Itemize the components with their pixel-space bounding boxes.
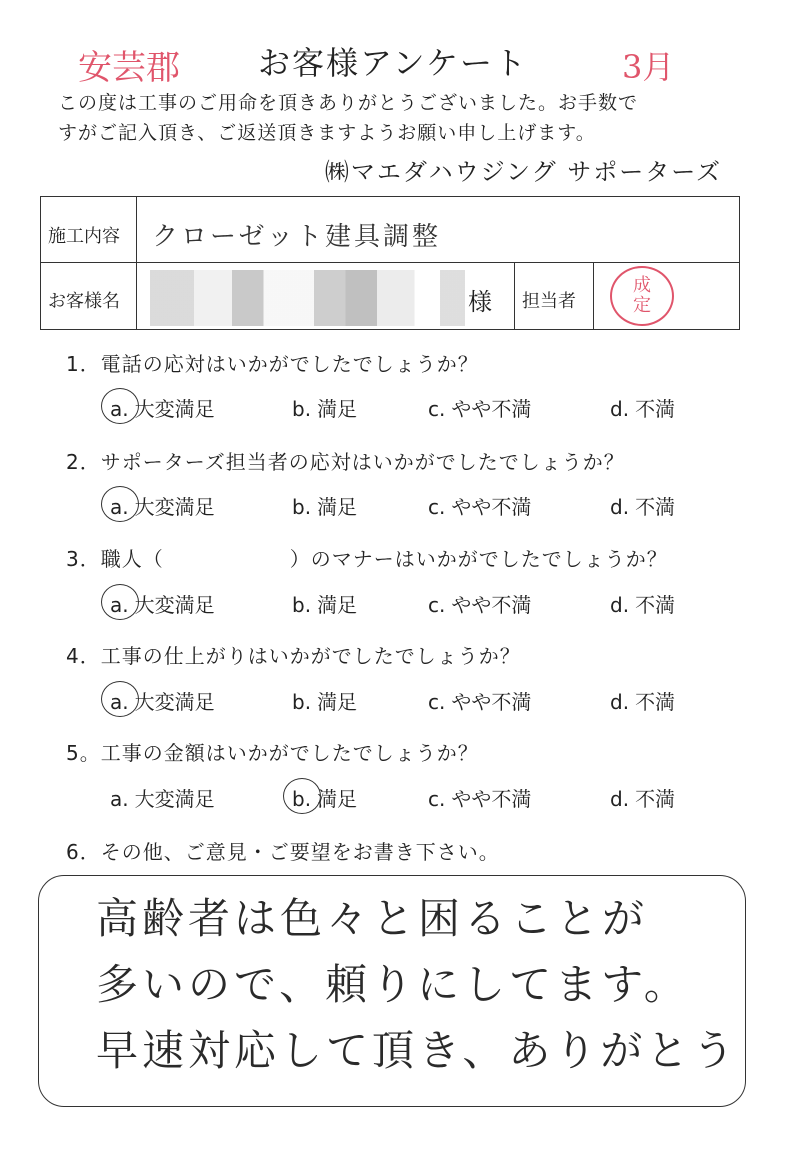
option-letter: c. bbox=[428, 690, 446, 714]
staff-seal-text: 成定 bbox=[633, 275, 651, 316]
option-label: 不満 bbox=[635, 690, 676, 714]
option-c[interactable] bbox=[428, 589, 531, 618]
option-label: 大変満足 bbox=[134, 397, 215, 421]
staff-label: 担当者 bbox=[522, 291, 576, 312]
question-5 bbox=[66, 737, 479, 766]
option-a[interactable] bbox=[110, 783, 215, 812]
option-letter: b. bbox=[292, 397, 312, 421]
option-d[interactable] bbox=[610, 783, 675, 812]
option-c[interactable] bbox=[428, 783, 531, 812]
option-label: 大変満足 bbox=[134, 593, 215, 617]
option-label: 不満 bbox=[635, 495, 676, 519]
question-4 bbox=[66, 640, 521, 669]
option-b[interactable] bbox=[292, 589, 357, 618]
option-letter: a. bbox=[110, 495, 129, 519]
option-letter: c. bbox=[428, 593, 446, 617]
question-1 bbox=[66, 348, 479, 377]
option-letter: c. bbox=[428, 787, 446, 811]
option-c[interactable] bbox=[428, 491, 531, 520]
option-b[interactable] bbox=[292, 393, 357, 422]
option-label: やや不満 bbox=[451, 593, 532, 617]
option-letter: a. bbox=[110, 397, 129, 421]
intro-line-1: この度は工事のご用命を頂きありがとうございました。お手数で bbox=[58, 92, 639, 114]
option-b[interactable] bbox=[292, 491, 357, 520]
option-label: 満足 bbox=[317, 690, 358, 714]
option-d[interactable] bbox=[610, 393, 675, 422]
staff-seal bbox=[610, 266, 674, 326]
option-label: やや不満 bbox=[451, 690, 532, 714]
option-label: 満足 bbox=[317, 397, 358, 421]
selected-answer-circle bbox=[101, 681, 139, 717]
option-letter: d. bbox=[610, 397, 630, 421]
option-label: 大変満足 bbox=[134, 495, 215, 519]
region-handwritten: 安芸郡 bbox=[78, 48, 180, 88]
table-divider bbox=[514, 262, 515, 330]
option-letter: b. bbox=[292, 495, 312, 519]
option-b[interactable] bbox=[292, 686, 357, 715]
question-3 bbox=[66, 543, 668, 572]
question-text: 工事の仕上がりはいかがでしたでしょうか？ bbox=[100, 644, 521, 668]
selected-answer-circle bbox=[101, 486, 139, 522]
question-number: 3． bbox=[66, 547, 101, 571]
option-letter: d. bbox=[610, 593, 630, 617]
work-label: 施工内容 bbox=[48, 226, 120, 247]
option-d[interactable] bbox=[610, 686, 675, 715]
option-letter: a. bbox=[110, 593, 129, 617]
option-label: やや不満 bbox=[451, 397, 532, 421]
table-divider bbox=[593, 262, 594, 330]
option-letter: b. bbox=[292, 787, 312, 811]
option-letter: d. bbox=[610, 495, 630, 519]
customer-label: お客様名 bbox=[48, 291, 120, 312]
option-label: やや不満 bbox=[451, 495, 532, 519]
selected-answer-circle bbox=[283, 778, 321, 814]
question-6 bbox=[66, 836, 500, 865]
option-letter: b. bbox=[292, 593, 312, 617]
intro-text bbox=[58, 88, 758, 148]
option-c[interactable] bbox=[428, 393, 531, 422]
option-letter: c. bbox=[428, 397, 446, 421]
question-number: 4． bbox=[66, 644, 101, 668]
honorific: 様 bbox=[468, 288, 492, 316]
option-label: 大変満足 bbox=[134, 690, 215, 714]
question-text: 電話の応対はいかがでしたでしょうか？ bbox=[100, 352, 479, 376]
option-label: 満足 bbox=[317, 593, 358, 617]
question-text: その他、ご意見・ご要望をお書き下さい。 bbox=[100, 840, 500, 864]
table-divider bbox=[136, 196, 137, 330]
option-label: 大変満足 bbox=[134, 787, 215, 811]
option-letter: b. bbox=[292, 690, 312, 714]
intro-line-2: すがご記入頂き、ご返送頂きますようお願い申し上げます。 bbox=[58, 122, 596, 144]
table-divider bbox=[40, 262, 740, 263]
company-name: ㈱マエダハウジング サポーターズ bbox=[324, 158, 722, 186]
option-letter: c. bbox=[428, 495, 446, 519]
option-label: やや不満 bbox=[451, 787, 532, 811]
option-d[interactable] bbox=[610, 589, 675, 618]
option-label: 満足 bbox=[317, 787, 358, 811]
option-label: 不満 bbox=[635, 787, 676, 811]
comment-line-3: 早速対応して頂き、ありがとう bbox=[96, 1026, 739, 1075]
month-handwritten: 3月 bbox=[622, 48, 675, 86]
work-value: クローゼット建具調整 bbox=[152, 222, 441, 252]
question-number: 1． bbox=[66, 352, 101, 376]
customer-name-redacted bbox=[150, 270, 465, 326]
comment-line-2: 多いので、頼りにしてます。 bbox=[96, 960, 690, 1009]
option-d[interactable] bbox=[610, 491, 675, 520]
option-letter: a. bbox=[110, 690, 129, 714]
option-label: 不満 bbox=[635, 593, 676, 617]
option-letter: d. bbox=[610, 690, 630, 714]
selected-answer-circle bbox=[101, 584, 139, 620]
page-title: お客様アンケート bbox=[257, 44, 529, 82]
question-number: 2． bbox=[66, 450, 101, 474]
selected-answer-circle bbox=[101, 388, 139, 424]
question-text: 工事の金額はいかがでしたでしょうか？ bbox=[100, 741, 479, 765]
option-label: 不満 bbox=[635, 397, 676, 421]
option-letter: d. bbox=[610, 787, 630, 811]
question-text: 職人（ ）のマナーはいかがでしたでしょうか？ bbox=[100, 547, 668, 571]
question-2 bbox=[66, 446, 625, 475]
option-letter: a. bbox=[110, 787, 129, 811]
question-text: サポーターズ担当者の応対はいかがでしたでしょうか？ bbox=[100, 450, 625, 474]
question-number: 5。 bbox=[66, 741, 101, 765]
option-label: 満足 bbox=[317, 495, 358, 519]
option-c[interactable] bbox=[428, 686, 531, 715]
question-number: 6． bbox=[66, 840, 101, 864]
comment-line-1: 高齢者は色々と困ることが bbox=[96, 894, 649, 943]
